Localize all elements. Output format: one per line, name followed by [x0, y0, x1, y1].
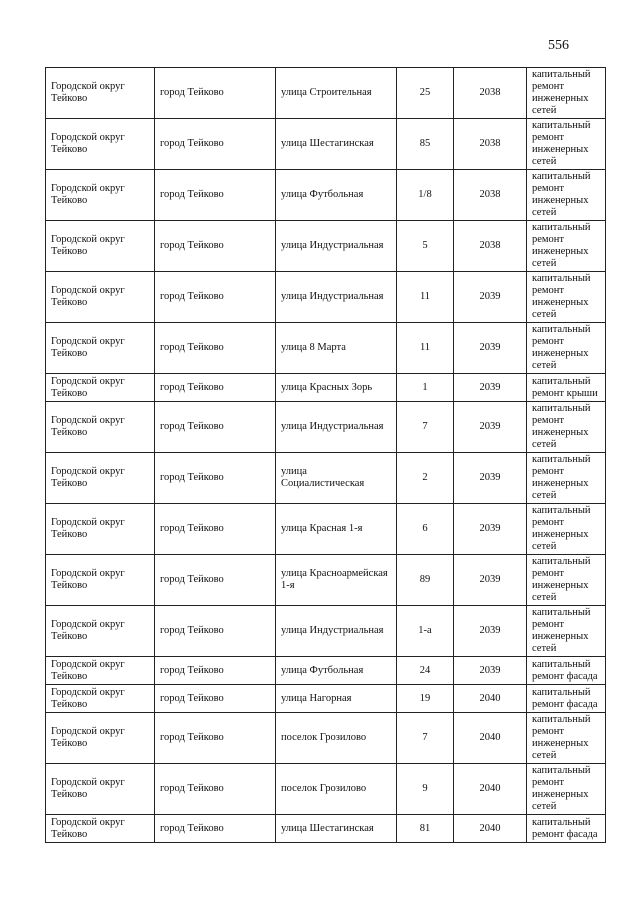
- street-cell: улица Красная 1-я: [276, 504, 397, 555]
- table-row: [46, 170, 606, 221]
- table-row: [46, 685, 606, 713]
- street-cell: улица Индустриальная: [276, 272, 397, 323]
- city-cell: город Тейково: [155, 68, 276, 119]
- work-type-cell: капитальный ремонт инженерных сетей: [527, 764, 606, 815]
- work-type-cell: капитальный ремонт крыши: [527, 374, 606, 402]
- house-number-cell: 11: [397, 323, 454, 374]
- street-cell: улица Индустриальная: [276, 606, 397, 657]
- repair-schedule-table: [45, 67, 606, 843]
- table-row: [46, 402, 606, 453]
- house-number-cell: 1-а: [397, 606, 454, 657]
- city-cell: город Тейково: [155, 713, 276, 764]
- year-cell: 2039: [454, 453, 527, 504]
- house-number-cell: 11: [397, 272, 454, 323]
- year-cell: 2040: [454, 764, 527, 815]
- table-row: [46, 815, 606, 843]
- street-cell: улица Футбольная: [276, 657, 397, 685]
- municipal-district-cell: Городской округ Тейково: [46, 815, 155, 843]
- table-row: [46, 374, 606, 402]
- work-type-cell: капитальный ремонт инженерных сетей: [527, 402, 606, 453]
- work-type-cell: капитальный ремонт инженерных сетей: [527, 119, 606, 170]
- municipal-district-cell: Городской округ Тейково: [46, 606, 155, 657]
- city-cell: город Тейково: [155, 119, 276, 170]
- municipal-district-cell: Городской округ Тейково: [46, 323, 155, 374]
- city-cell: город Тейково: [155, 170, 276, 221]
- street-cell: улица Индустриальная: [276, 402, 397, 453]
- city-cell: город Тейково: [155, 402, 276, 453]
- year-cell: 2038: [454, 170, 527, 221]
- table-body: [46, 68, 606, 843]
- city-cell: город Тейково: [155, 504, 276, 555]
- table-row: [46, 764, 606, 815]
- work-type-cell: капитальный ремонт инженерных сетей: [527, 170, 606, 221]
- house-number-cell: 85: [397, 119, 454, 170]
- year-cell: 2039: [454, 402, 527, 453]
- street-cell: улица Строительная: [276, 68, 397, 119]
- municipal-district-cell: Городской округ Тейково: [46, 657, 155, 685]
- work-type-cell: капитальный ремонт инженерных сетей: [527, 606, 606, 657]
- city-cell: город Тейково: [155, 685, 276, 713]
- municipal-district-cell: Городской округ Тейково: [46, 374, 155, 402]
- work-type-cell: капитальный ремонт инженерных сетей: [527, 221, 606, 272]
- table-row: [46, 606, 606, 657]
- street-cell: улица 8 Марта: [276, 323, 397, 374]
- city-cell: город Тейково: [155, 374, 276, 402]
- house-number-cell: 6: [397, 504, 454, 555]
- year-cell: 2040: [454, 713, 527, 764]
- year-cell: 2039: [454, 323, 527, 374]
- city-cell: город Тейково: [155, 606, 276, 657]
- work-type-cell: капитальный ремонт инженерных сетей: [527, 68, 606, 119]
- house-number-cell: 19: [397, 685, 454, 713]
- table-row: [46, 657, 606, 685]
- street-cell: улица Индустриальная: [276, 221, 397, 272]
- street-cell: поселок Грозилово: [276, 764, 397, 815]
- street-cell: улица Футбольная: [276, 170, 397, 221]
- municipal-district-cell: Городской округ Тейково: [46, 555, 155, 606]
- year-cell: 2039: [454, 374, 527, 402]
- work-type-cell: капитальный ремонт инженерных сетей: [527, 504, 606, 555]
- house-number-cell: 1: [397, 374, 454, 402]
- work-type-cell: капитальный ремонт инженерных сетей: [527, 555, 606, 606]
- municipal-district-cell: Городской округ Тейково: [46, 402, 155, 453]
- year-cell: 2039: [454, 555, 527, 606]
- table-row: [46, 504, 606, 555]
- table-row: [46, 221, 606, 272]
- work-type-cell: капитальный ремонт инженерных сетей: [527, 713, 606, 764]
- municipal-district-cell: Городской округ Тейково: [46, 68, 155, 119]
- table-row: [46, 713, 606, 764]
- year-cell: 2039: [454, 504, 527, 555]
- city-cell: город Тейково: [155, 764, 276, 815]
- house-number-cell: 7: [397, 713, 454, 764]
- municipal-district-cell: Городской округ Тейково: [46, 119, 155, 170]
- work-type-cell: капитальный ремонт фасада: [527, 657, 606, 685]
- house-number-cell: 24: [397, 657, 454, 685]
- house-number-cell: 5: [397, 221, 454, 272]
- municipal-district-cell: Городской округ Тейково: [46, 221, 155, 272]
- table-row: [46, 555, 606, 606]
- table-row: [46, 453, 606, 504]
- street-cell: улица Шестагинская: [276, 119, 397, 170]
- municipal-district-cell: Городской округ Тейково: [46, 764, 155, 815]
- work-type-cell: капитальный ремонт инженерных сетей: [527, 453, 606, 504]
- house-number-cell: 89: [397, 555, 454, 606]
- street-cell: поселок Грозилово: [276, 713, 397, 764]
- city-cell: город Тейково: [155, 815, 276, 843]
- table-row: [46, 68, 606, 119]
- house-number-cell: 9: [397, 764, 454, 815]
- work-type-cell: капитальный ремонт фасада: [527, 685, 606, 713]
- street-cell: улица Нагорная: [276, 685, 397, 713]
- street-cell: улица Красноармейская 1-я: [276, 555, 397, 606]
- work-type-cell: капитальный ремонт инженерных сетей: [527, 272, 606, 323]
- year-cell: 2038: [454, 68, 527, 119]
- municipal-district-cell: Городской округ Тейково: [46, 685, 155, 713]
- municipal-district-cell: Городской округ Тейково: [46, 713, 155, 764]
- municipal-district-cell: Городской округ Тейково: [46, 272, 155, 323]
- year-cell: 2040: [454, 685, 527, 713]
- table-row: [46, 119, 606, 170]
- street-cell: улица Социалистическая: [276, 453, 397, 504]
- year-cell: 2038: [454, 221, 527, 272]
- municipal-district-cell: Городской округ Тейково: [46, 504, 155, 555]
- year-cell: 2039: [454, 606, 527, 657]
- city-cell: город Тейково: [155, 221, 276, 272]
- work-type-cell: капитальный ремонт инженерных сетей: [527, 323, 606, 374]
- city-cell: город Тейково: [155, 555, 276, 606]
- municipal-district-cell: Городской округ Тейково: [46, 170, 155, 221]
- house-number-cell: 25: [397, 68, 454, 119]
- municipal-district-cell: Городской округ Тейково: [46, 453, 155, 504]
- year-cell: 2039: [454, 272, 527, 323]
- house-number-cell: 2: [397, 453, 454, 504]
- year-cell: 2038: [454, 119, 527, 170]
- city-cell: город Тейково: [155, 272, 276, 323]
- street-cell: улица Красных Зорь: [276, 374, 397, 402]
- house-number-cell: 81: [397, 815, 454, 843]
- year-cell: 2039: [454, 657, 527, 685]
- table-row: [46, 323, 606, 374]
- work-type-cell: капитальный ремонт фасада: [527, 815, 606, 843]
- house-number-cell: 7: [397, 402, 454, 453]
- street-cell: улица Шестагинская: [276, 815, 397, 843]
- table-row: [46, 272, 606, 323]
- city-cell: город Тейково: [155, 323, 276, 374]
- city-cell: город Тейково: [155, 453, 276, 504]
- year-cell: 2040: [454, 815, 527, 843]
- house-number-cell: 1/8: [397, 170, 454, 221]
- city-cell: город Тейково: [155, 657, 276, 685]
- page-number: 556: [548, 38, 569, 53]
